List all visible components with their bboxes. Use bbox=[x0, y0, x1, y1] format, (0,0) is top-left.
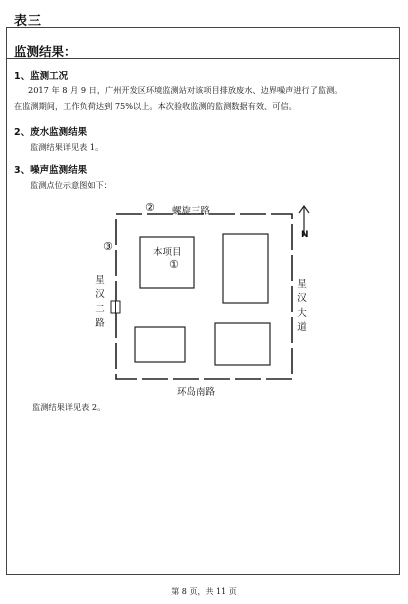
building-southwest bbox=[135, 327, 185, 362]
road-east-char-1: 星 bbox=[297, 279, 307, 290]
building-southeast bbox=[215, 323, 270, 365]
after-map-text: 监测结果详见表 2。 bbox=[32, 402, 106, 412]
north-label: N bbox=[301, 230, 309, 240]
road-west-char-3: 二 bbox=[95, 304, 105, 315]
site-boundary bbox=[116, 214, 292, 379]
road-west-char-2: 汉 bbox=[95, 289, 105, 300]
road-west-char-1: 星 bbox=[95, 275, 105, 286]
road-west-char-4: 路 bbox=[95, 318, 105, 329]
monitoring-point-3: ③ bbox=[103, 240, 113, 253]
section-3-line-1: 监测点位示意图如下： bbox=[30, 180, 112, 190]
road-north-label: 螺旋三路 bbox=[172, 206, 211, 217]
road-east-char-3: 大 bbox=[297, 308, 307, 319]
section-heading: 监测结果： bbox=[14, 44, 77, 59]
section-1-line-2: 在监测期间，工作负荷达到 75%以上。本次验收监测的监测数据有效、可信。 bbox=[14, 101, 297, 111]
road-east-char-2: 汉 bbox=[297, 293, 307, 304]
section-2-line-1: 监测结果详见表 1。 bbox=[30, 142, 104, 152]
road-east-char-4: 道 bbox=[297, 322, 307, 333]
project-label: 本项目 bbox=[153, 247, 182, 258]
section-1-line-1: 2017 年 8 月 9 日，广州开发区环境监测站对该项目排放废水、边界噪声进行了监测。 bbox=[28, 85, 343, 95]
sheet-label: 表三 bbox=[14, 14, 43, 29]
road-south-label: 环岛南路 bbox=[177, 387, 216, 398]
section-2-title: 2、废水监测结果 bbox=[14, 127, 88, 138]
page-footer: 第 8 页，共 11 页 bbox=[171, 587, 237, 596]
section-1-title: 1、监测工况 bbox=[14, 71, 69, 82]
monitoring-point-2: ② bbox=[145, 201, 155, 214]
monitoring-point-1: ① bbox=[169, 258, 179, 271]
building-northeast bbox=[223, 234, 268, 303]
gate-icon bbox=[111, 301, 120, 313]
section-3-title: 3、噪声监测结果 bbox=[14, 165, 88, 176]
